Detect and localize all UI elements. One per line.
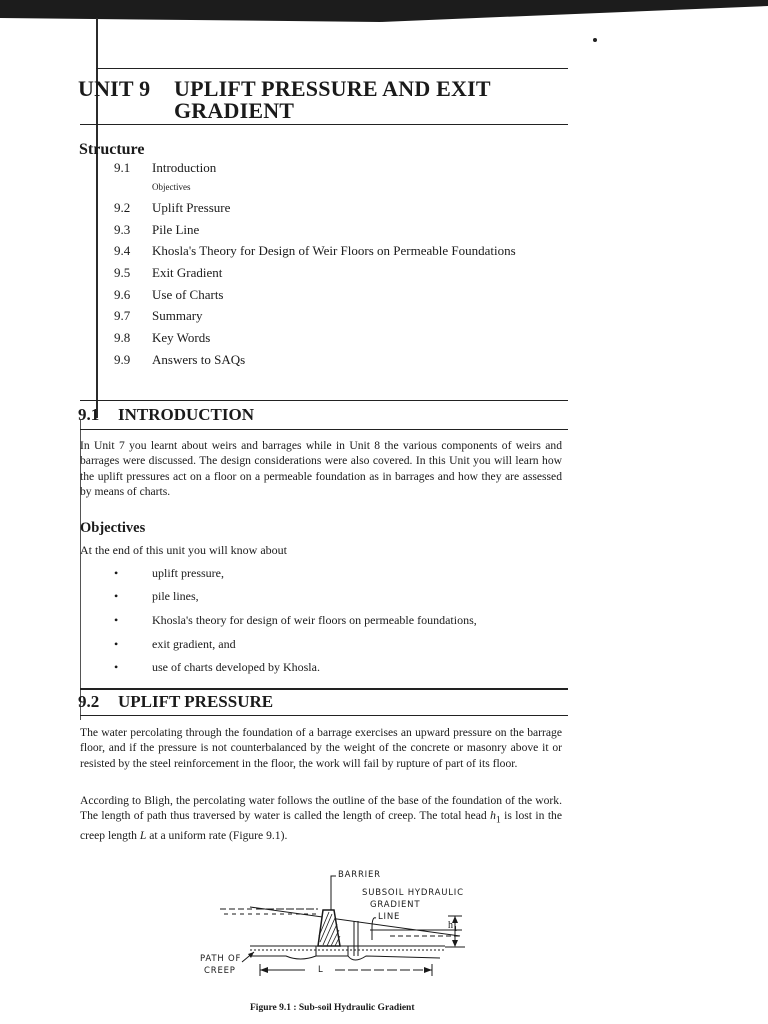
section-title: UPLIFT PRESSURE [118,692,274,711]
objectives-intro: At the end of this unit you will know about [80,543,287,557]
toc-number: 9.3 [114,222,131,237]
figure-label-barrier: BARRIER [338,870,381,880]
uplift-paragraph-1: The water percolating through the foundation of a barrage exercises an upward pressure on the barrage floor, and if the pressure is not counterbalanced by the weight of the concrete or masonry above it or resisted by the steel reinforcement in the floor, the work will fail by rupture of part of its floor. [80,726,562,770]
objectives-heading: Objectives [80,520,146,536]
toc-number: 9.5 [114,265,131,280]
toc-title: Answers to SAQs [152,352,246,367]
figure-drawing [190,866,480,996]
scan-top-edge [0,0,768,28]
toc-title: Pile Line [152,222,200,237]
figure-caption: Figure 9.1 : Sub-soil Hydraulic Gradient [250,1003,415,1013]
list-item-text: exit gradient, and [152,637,236,651]
toc-title: Khosla's Theory for Design of Weir Floors on Permeable Foundations [152,243,516,258]
section-number: 9.1 [78,405,100,424]
symbol-h-subscript: 1 [495,814,501,826]
toc-title: Use of Charts [152,287,224,302]
list-item-text: uplift pressure, [152,566,224,580]
bullet-mark: • [114,613,119,627]
toc-number: 9.9 [114,352,131,367]
symbol-L: L [139,828,147,842]
list-item-text: use of charts developed by Khosla. [152,660,320,674]
toc-title: Introduction [152,160,217,175]
unit-title-line2: GRADIENT [174,98,295,123]
figure-label-subsoil: SUBSOIL HYDRAULIC [362,888,464,898]
bullet-mark: • [114,660,119,674]
bullet-mark: • [114,566,119,580]
toc-number: 9.4 [114,243,131,258]
toc-title: Key Words [152,330,211,345]
scan-speck [593,38,597,42]
unit-heading [78,76,491,123]
toc-number: 9.1 [114,160,131,175]
section-top-rule [80,400,568,401]
uplift-paragraph-2 [80,793,562,843]
list-item-text: pile lines, [152,589,199,603]
toc-title: Exit Gradient [152,265,223,280]
intro-heading [78,405,254,425]
section-number: 9.2 [78,692,100,711]
unit-top-rule [96,68,568,69]
toc-number: 9.6 [114,287,131,302]
uplift-heading [78,692,273,712]
para-text: at a uniform rate (Figure 9.1). [146,828,288,842]
section-bottom-rule [80,715,568,716]
unit-bottom-rule [80,124,568,125]
toc-subitem: Objectives [152,182,191,192]
structure-heading: Structure [79,141,145,158]
unit-number: UNIT 9 [78,76,151,101]
intro-paragraph: In Unit 7 you learnt about weirs and barrages while in Unit 8 the various components of weirs and barrages were discussed. The design considerations were also covered. In this Unit you will learn how the uplift pressures act on a floor on a permeable foundation as in barrages and how they are assessed by means of charts. [80,439,562,498]
toc-number: 9.2 [114,200,131,215]
toc-number: 9.7 [114,308,131,323]
unit-title-line1: UPLIFT PRESSURE AND EXIT [174,76,491,101]
figure-label-path-of: PATH OF [200,954,242,964]
figure-label-h1 [448,920,458,933]
list-item-text: Khosla's theory for design of weir floors on permeable foundations, [152,613,477,627]
figure-label-creep: CREEP [204,966,236,976]
figure-label-gradient: GRADIENT [370,900,421,910]
figure-subsoil-gradient [190,866,480,996]
section-bottom-rule [80,429,568,430]
symbol-h: h [490,809,496,823]
bullet-mark: • [114,637,119,651]
para-text: is lost in the creep length [80,809,563,842]
para-text: According to Bligh, the percolating water follows the outline of the base of the foundation of the work. The length of path thus traversed by water is called the length of creep. The total head [80,794,562,823]
h-symbol: h [448,920,454,931]
toc-title: Summary [152,308,203,323]
toc-number: 9.8 [114,330,131,345]
figure-label-L: L [318,965,324,975]
h-subscript: 1 [453,925,459,933]
bullet-mark: • [114,589,119,603]
toc-title: Uplift Pressure [152,200,231,215]
figure-label-line: LINE [378,912,401,922]
section-top-rule [80,688,568,690]
unit-title [174,78,594,122]
section-title: INTRODUCTION [118,405,255,424]
